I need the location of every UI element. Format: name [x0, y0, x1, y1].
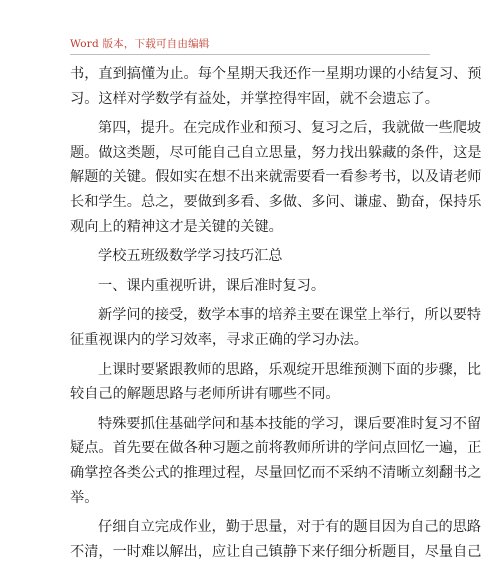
- text-line: 确掌控各类公式的推理过程，尽量回忆而不采纳不清晰立刻翻书之: [70, 464, 482, 481]
- text-line: 题。做这类题，尽可能自己自立思量，努力找出躲藏的条件，这是: [70, 144, 482, 161]
- paragraph: [70, 116, 482, 239]
- text-line: 疑点。首先要在做各种习题之前将教师所讲的学问点回忆一遍，正: [70, 440, 482, 457]
- text-line: 特殊要抓住基础学问和基本技能的学习，课后要准时复习不留: [98, 415, 482, 432]
- section-heading: [70, 244, 430, 269]
- text-line: 长和学生。总之，要做到多看、多做、多问、谦虚、勤奋，保持乐: [70, 193, 482, 210]
- header-rule: [70, 54, 430, 55]
- text-line: 观向上的精神这才是关键的关键。: [70, 218, 283, 235]
- text-line: 解题的关键。假如实在想不出来就需要看一看参考书，以及请老师: [70, 169, 482, 186]
- paragraph: [70, 303, 482, 352]
- subheading: [70, 274, 430, 299]
- text-line: 不清，一时难以解出，应让自己镇静下来仔细分析题目，尽量自己: [70, 543, 482, 560]
- text-line: 习。这样对学数学有益处，并掌控得牢固，就不会遗忘了。: [70, 90, 439, 107]
- text-line: 新学问的接受，数学本事的培养主要在课堂上举行，所以要特: [98, 307, 482, 324]
- text-line: 一、课内重视听讲，课后准时复习。: [98, 277, 326, 294]
- paragraph: [70, 412, 482, 510]
- text-line: 举。: [70, 489, 99, 506]
- paragraph: [70, 358, 482, 407]
- text-line: 征重视课内的学习效率，寻求正确的学习办法。: [70, 331, 368, 348]
- text-line: 书，直到搞懂为止。每个星期天我还作一星期功课的小结复习、预: [70, 66, 482, 82]
- text-line: 学校五班级数学学习技巧汇总: [98, 248, 283, 265]
- text-line: 上课时要紧跟教师的思路，乐观绽开思维预测下面的步骤，比: [98, 361, 482, 378]
- text-line: 较自己的解题思路与老师所讲有哪些不同。: [70, 386, 340, 403]
- paragraph: [70, 62, 482, 111]
- page-header: Word 版本，下载可自由编辑: [70, 38, 210, 50]
- paragraph: [70, 515, 482, 564]
- text-line: 仔细自立完成作业，勤于思量，对于有的题目因为自己的思路: [98, 519, 482, 536]
- document-body: [70, 62, 482, 569]
- text-line: 第四，提升。在完成作业和预习、复习之后，我就做一些爬坡: [98, 120, 482, 137]
